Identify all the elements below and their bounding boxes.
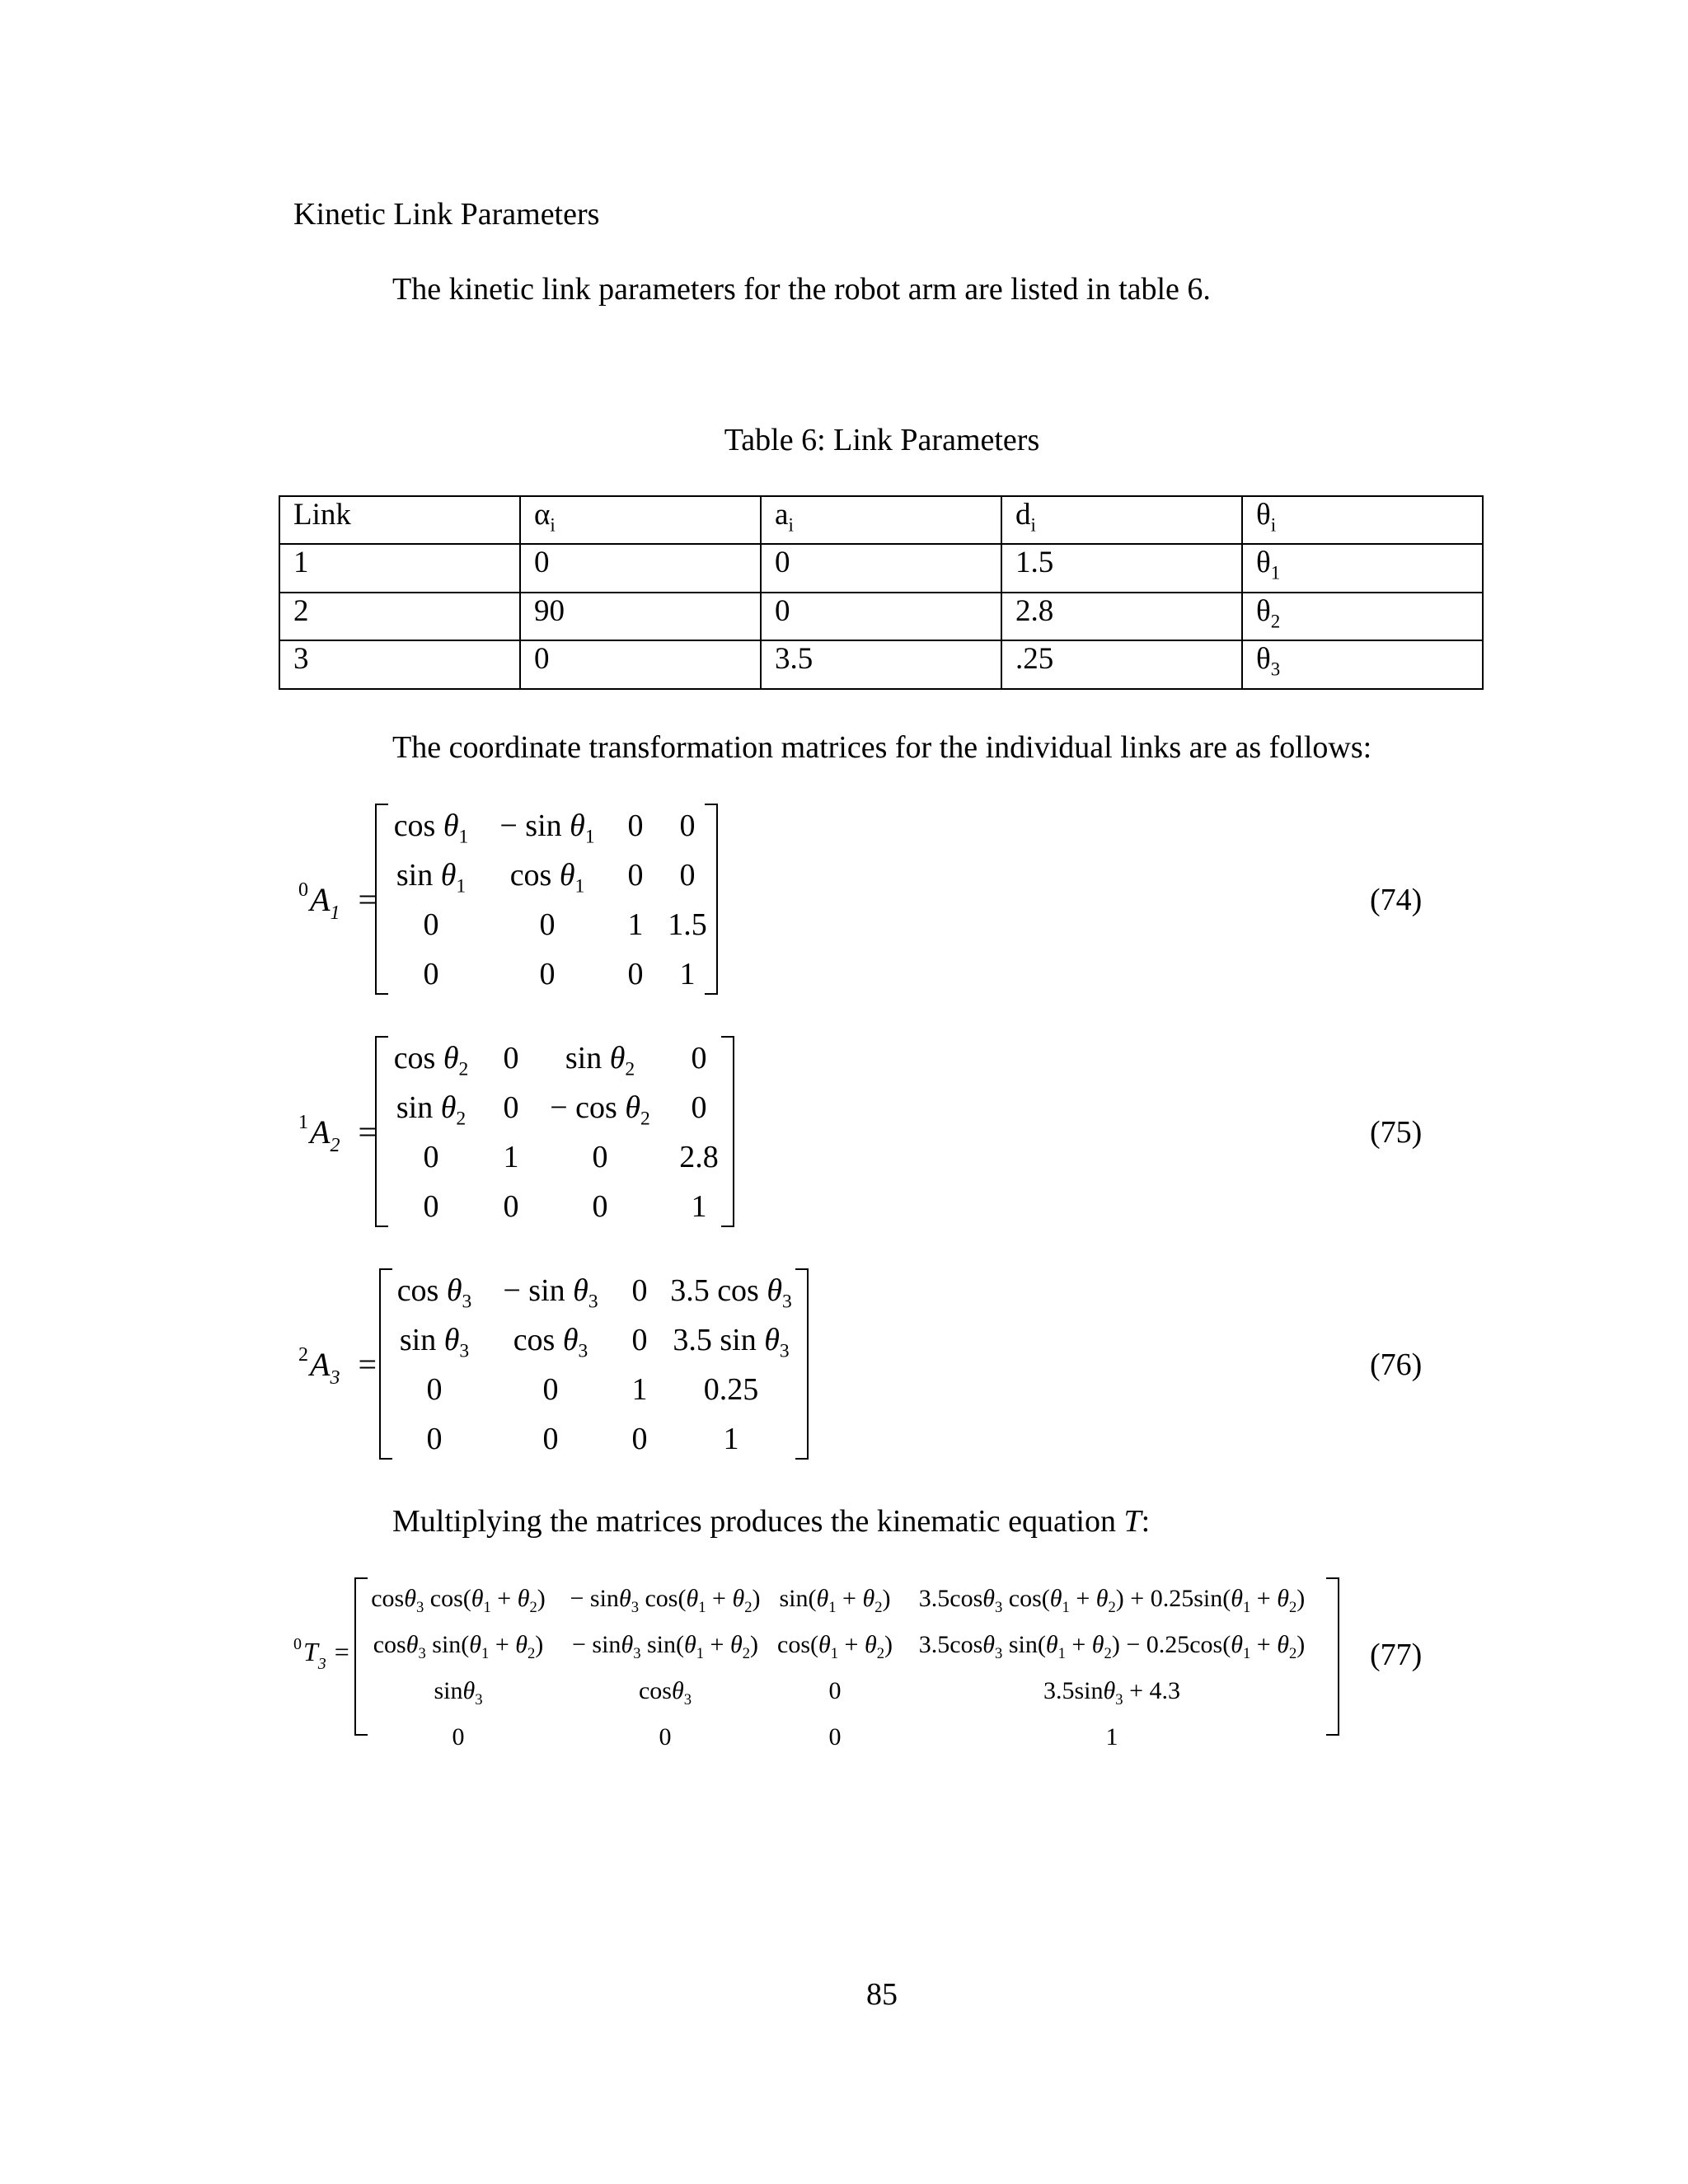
matrix-cell: cosθ$_3$ $\sin(\theta_1 + \theta_2)$ [373,1631,544,1662]
eq76-number: (76) [1370,1347,1423,1382]
matrix-cell: 0.25 [703,1372,759,1407]
table-cell: 1 [279,544,520,592]
matrix-cell: 0 [539,907,556,942]
matrix-cell: 0 [503,1041,519,1076]
matrix-cell: $\cos \theta_3$ [513,1323,588,1362]
matrix-cell: 0 [592,1189,608,1224]
matrix-cell: 0 [828,1723,842,1750]
table-cell: 0 [520,640,761,688]
matrix-cell: 0 [542,1422,559,1456]
matrix-cell: 0 [423,907,439,942]
link-parameters-table [279,495,1484,690]
multiply-paragraph: Multiplying the matrices produces the kinematic equation T: [392,1504,1151,1539]
matrix-cell: $\sin \theta_2$ [565,1041,635,1080]
table-header-cell: $d_i$ [1001,496,1242,544]
matrix-cell: $\sin \theta_1$ [396,858,467,898]
matrix-cell: 0 [679,858,696,893]
matrix-cell: 3.5cosθ$_3$ $\sin(\theta_1 + \theta_2) - 0.25\cos(\theta_1 + \theta_2)$ [918,1631,1306,1662]
table-cell: $\theta_3$ [1242,640,1483,688]
matrix-cell: 0 [423,1140,439,1174]
eq74-matrix [381,801,717,999]
matrix-cell: 0 [539,957,556,991]
eq77-lhs: $^0T_3$ = [293,1635,349,1673]
table-cell: 0 [761,544,1001,592]
matrix-cell: 0 [659,1723,672,1750]
table-row [279,544,1483,592]
eq74-lhs: $^0A_1$ = [298,879,377,924]
intro-paragraph: The kinetic link parameters for the robot arm are listed in table 6. [392,272,1211,307]
matrix-cell: 0 [426,1372,443,1407]
matrix-cell: sinθ$_3$ [434,1677,483,1708]
matrix-cell: − sinθ$_3$ $\sin(\theta_1 + \theta_2)$ [572,1631,758,1662]
table-header-cell: Link [279,496,520,544]
table-cell: $\theta_2$ [1242,593,1483,640]
matrix-cell: − $\sin \theta_1$ [499,808,595,848]
matrix-cell: 0 [631,1273,648,1308]
matrix-cell: 0 [828,1677,842,1704]
table-cell: 90 [520,593,761,640]
matrix-cell: 0 [631,1323,648,1357]
matrix-cell: 1 [1105,1723,1118,1750]
matrix-cell: 1 [627,907,644,942]
table-cell: 3.5 [761,640,1001,688]
matrix-cell: 0 [542,1372,559,1407]
matrix-cell: 3.5sinθ$_3$ + 4.3 [1043,1677,1180,1708]
section-heading: Kinetic Link Parameters [293,197,600,232]
matrix-cell: 0 [423,957,439,991]
eq77-number: (77) [1370,1638,1423,1672]
matrix-cell: $\cos \theta_1$ [509,858,585,898]
matrix-cell: $\cos \theta_3$ [396,1273,472,1313]
matrix-cell: 2.8 [679,1140,719,1174]
matrix-cell: 1 [503,1140,519,1174]
matrix-cell: 1.5 [668,907,707,942]
matrix-cell: $\sin(\theta_1 + \theta_2)$ [779,1585,891,1616]
table-cell: 2.8 [1001,593,1242,640]
matrix-cell: 0 [627,808,644,843]
eq75-lhs: $^1A_2$ = [298,1112,377,1156]
matrix-cell: 0 [627,858,644,893]
table-cell: .25 [1001,640,1242,688]
table-cell: 0 [761,593,1001,640]
matrix-cell: $\cos \theta_1$ [393,808,469,848]
matrix-cell: 1 [691,1189,707,1224]
matrix-cell: $\sin \theta_3$ [399,1323,470,1362]
matrix-cell: 0 [627,957,644,991]
table-caption: Table 6: Link Parameters [724,423,1040,457]
matrix-cell: 1 [631,1372,648,1407]
matrix-cell: $\cos \theta_2$ [393,1041,469,1080]
eq77-matrix [359,1576,1327,1760]
table-header-cell: $\theta_i$ [1242,496,1483,544]
matrix-cell: 0 [503,1090,519,1125]
table-header-cell: $\alpha_i$ [520,496,761,544]
matrix-cell: 3.5 $\sin \theta_3$ [673,1323,790,1362]
table-row [279,640,1483,688]
matrix-cell: 0 [426,1422,443,1456]
eq75-number: (75) [1370,1115,1423,1150]
matrix-cell: 0 [592,1140,608,1174]
table-row [279,593,1483,640]
matrix-cell: 0 [452,1723,465,1750]
matrix-cell: cosθ$_3$ $\cos(\theta_1 + \theta_2)$ [371,1585,546,1616]
matrix-cell: 1 [723,1422,739,1456]
matrix-cell: − $\cos \theta_2$ [550,1090,650,1130]
matrix-cell: 3.5 $\cos \theta_3$ [670,1273,792,1313]
matrices-intro-paragraph: The coordinate transformation matrices for the individual links are as follows: [392,730,1372,765]
table-cell: 3 [279,640,520,688]
matrix-cell: − $\sin \theta_3$ [503,1273,598,1313]
eq75-matrix [381,1033,738,1231]
eq76-matrix [384,1266,799,1464]
table-cell: $\theta_1$ [1242,544,1483,592]
matrix-cell: 3.5cosθ$_3$ $\cos(\theta_1 + \theta_2) + 0.25\sin(\theta_1 + \theta_2)$ [918,1585,1306,1616]
table-cell: 0 [520,544,761,592]
matrix-cell: − sinθ$_3$ $\cos(\theta_1 + \theta_2)$ [570,1585,761,1616]
matrix-cell: 0 [423,1189,439,1224]
table-header-row [279,496,1483,544]
eq77-right-bracket [1326,1577,1339,1736]
matrix-cell: 0 [691,1090,707,1125]
matrix-cell: $\sin \theta_2$ [396,1090,467,1130]
matrix-cell: cosθ$_3$ [638,1677,692,1708]
page-number: 85 [866,1977,898,2012]
table-cell: 2 [279,593,520,640]
matrix-cell: 0 [691,1041,707,1076]
eq74-number: (74) [1370,883,1423,917]
matrix-cell: 0 [679,808,696,843]
table-header-cell: $a_i$ [761,496,1001,544]
eq76-lhs: $^2A_3$ = [298,1344,377,1389]
matrix-cell: 0 [503,1189,519,1224]
table-cell: 1.5 [1001,544,1242,592]
matrix-cell: 0 [631,1422,648,1456]
matrix-cell: 1 [679,957,696,991]
matrix-cell: $\cos(\theta_1 + \theta_2)$ [777,1631,893,1662]
